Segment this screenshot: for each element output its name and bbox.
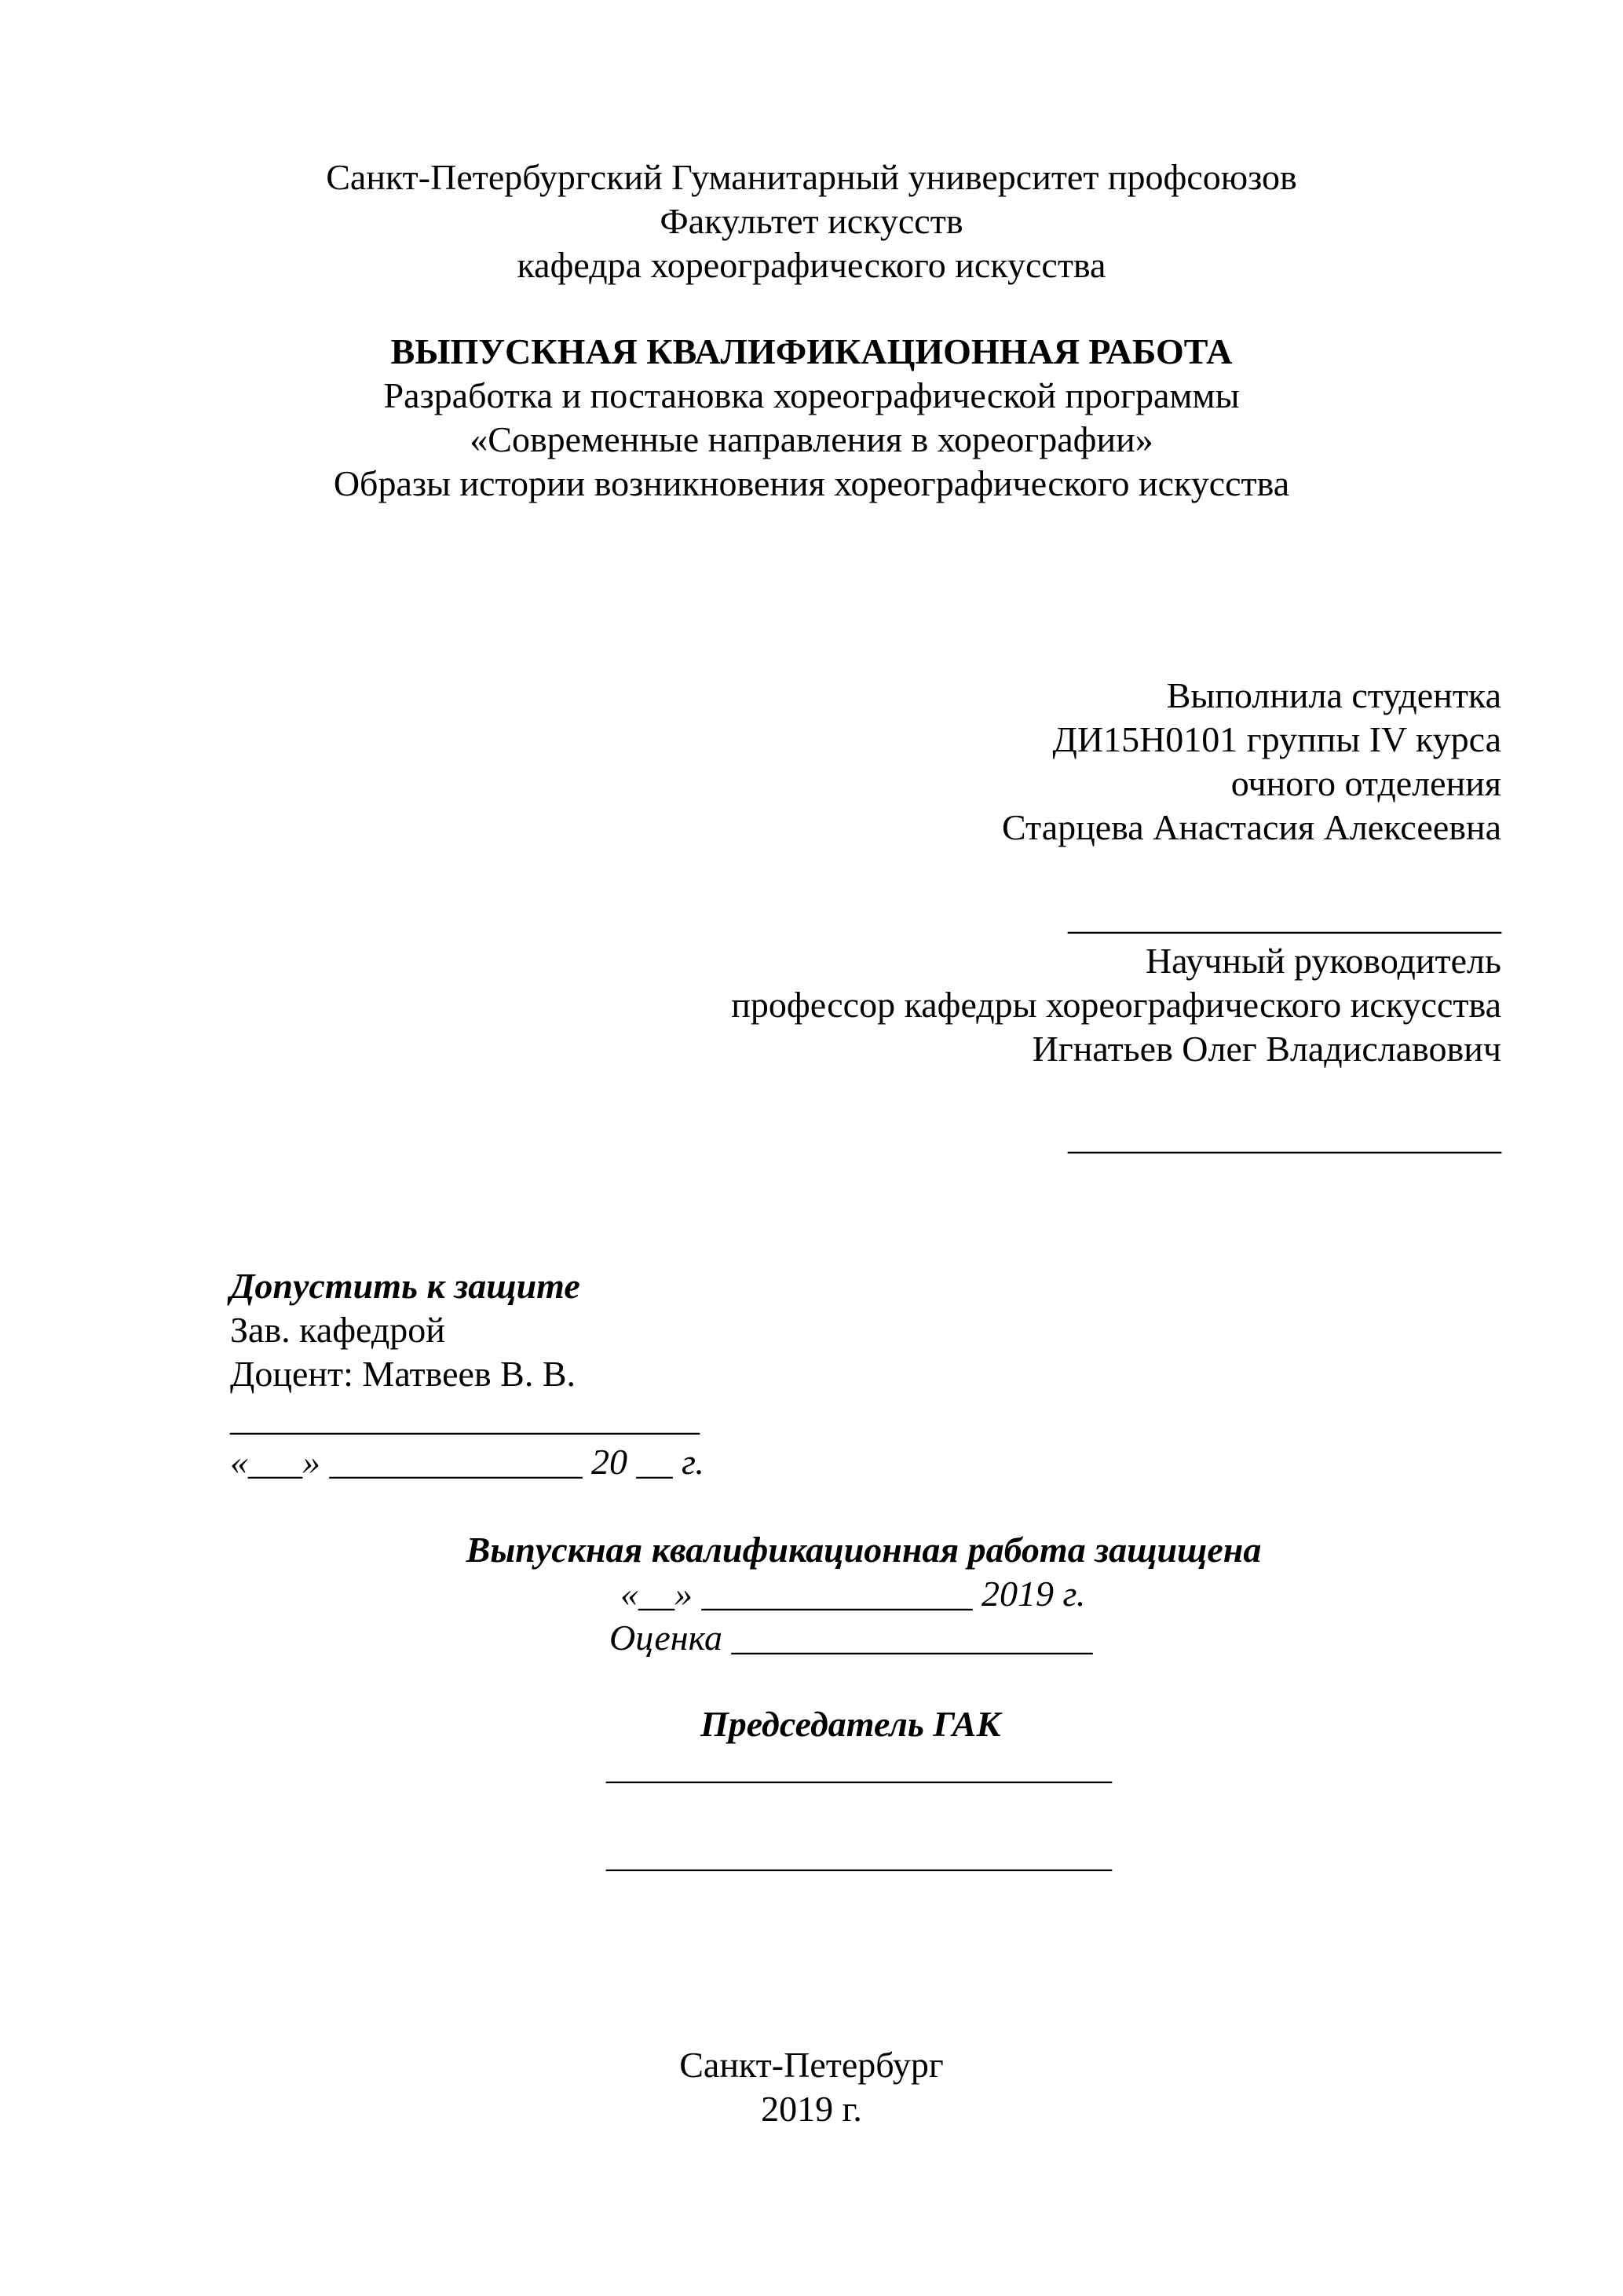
commission-heading: Председатель ГАК: [700, 1704, 1001, 1744]
work-title-line-3: Образы истории возникновения хореографического искусства: [333, 463, 1290, 503]
university-name: Санкт-Петербургский Гуманитарный университет профсоюзов: [326, 157, 1297, 197]
commission-signature-line-1: ____________________________: [606, 1746, 1112, 1786]
student-group: ДИ15Н0101 группы IV курса: [1052, 719, 1501, 759]
admission-signature-line: __________________________: [230, 1398, 700, 1438]
student-signature-line: ________________________: [1068, 897, 1501, 937]
head-of-department-name: Доцент: Матвеев В. В.: [230, 1354, 576, 1394]
supervisor-name: Игнатьев Олег Владиславович: [1032, 1029, 1501, 1069]
student-label: Выполнила студентка: [1166, 675, 1501, 715]
work-title-line-2: «Современные направления в хореографии»: [470, 419, 1153, 459]
defense-grade-line: Оценка ____________________: [609, 1618, 1093, 1658]
admission-date-line: «___» ______________ 20 __ г.: [230, 1442, 704, 1482]
footer-city: Санкт-Петербург: [679, 2045, 944, 2085]
faculty-name: Факультет искусств: [660, 201, 963, 241]
supervisor-position: профессор кафедры хореографического искусства: [731, 985, 1501, 1025]
defense-date-line: «__» _______________ 2019 г.: [620, 1574, 1086, 1614]
admission-heading: Допустить к защите: [230, 1266, 580, 1306]
supervisor-title: Научный руководитель: [1145, 941, 1501, 981]
student-department: очного отделения: [1230, 763, 1501, 803]
footer-year: 2019 г.: [761, 2089, 862, 2129]
head-of-department-label: Зав. кафедрой: [230, 1310, 445, 1350]
supervisor-signature-line: ________________________: [1068, 1117, 1501, 1157]
defense-heading: Выпускная квалификационная работа защищена: [466, 1530, 1262, 1570]
student-name: Старцева Анастасия Алексеевна: [1001, 807, 1501, 847]
commission-signature-line-2: ____________________________: [606, 1834, 1112, 1874]
department-name: кафедра хореографического искусства: [517, 245, 1106, 285]
work-title-line-1: Разработка и постановка хореографической программы: [383, 375, 1240, 415]
work-type-title: ВЫПУСКНАЯ КВАЛИФИКАЦИОННАЯ РАБОТА: [390, 331, 1233, 371]
